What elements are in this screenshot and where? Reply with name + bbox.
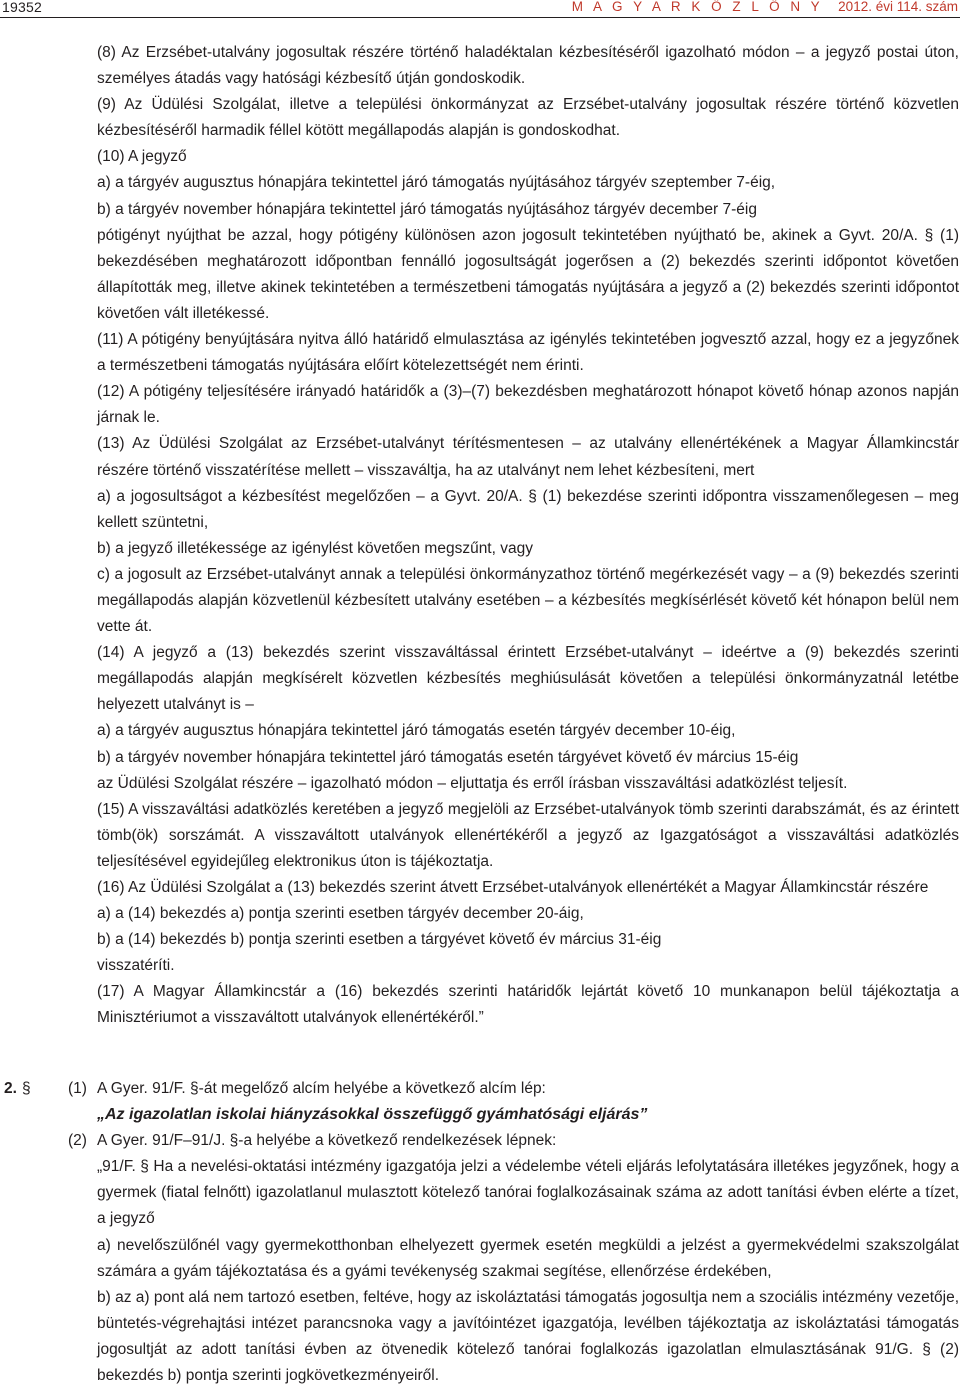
section-2 <box>0 1076 960 1389</box>
subsection-text: A Gyer. 91/F–91/J. §-a helyébe a következő rendelkezések lépnek: <box>97 1132 557 1150</box>
paragraph: (10) A jegyző <box>97 148 187 166</box>
quoted-provisions <box>97 1154 959 1389</box>
section-row <box>0 1102 960 1128</box>
section-sign: § <box>22 1080 31 1097</box>
issue-label: 2012. évi 114. szám <box>838 0 958 14</box>
paragraph: b) a jegyző illetékessége az igénylést követően megszűnt, vagy <box>97 539 533 557</box>
paragraph: az Üdülési Szolgálat részére – igazolható módon – eljuttatja és erről írásban visszaváltási adatközlést teljesít. <box>97 774 848 792</box>
section-row <box>0 1076 960 1102</box>
section-row <box>0 1128 960 1154</box>
paragraph: (12) A pótigény teljesítésére irányadó határidők a (3)–(7) bekezdésben meghatározott hónapot követő hónap azonos napján járnak le. <box>97 383 959 427</box>
header-rule <box>0 17 960 18</box>
paragraph: a) a (14) bekezdés a) pontja szerinti esetben tárgyév december 20-áig, <box>97 905 584 923</box>
paragraph: (16) Az Üdülési Szolgálat a (13) bekezdés szerint átvett Erzsébet-utalványok ellenértékét a Magyar Államkincstár részére <box>97 879 929 896</box>
paragraph: a) a jogosultságot a kézbesítést megelőzően – a Gyvt. 20/A. § (1) bekezdése szerinti időpontra visszamenőlegesen – meg kellett szüntetni, <box>97 487 959 531</box>
section-number: 2. <box>4 1080 17 1097</box>
paragraph: (15) A visszaváltási adatközlés keretében a jegyző megjelöli az Erzsébet-utalványok tömb szerinti darabszámát, és az érintett tömb(ök) sorszámát. A visszaváltott utalványok ellenértékéről a jegyző az Igazgatóságot a visszaváltási adatközlés teljesítésével egyidejűleg elektronikus úton is tájékoztatja. <box>97 800 959 870</box>
page-number: 19352 <box>2 0 42 15</box>
paragraph: b) a tárgyév november hónapjára tekintettel járó támogatás nyújtásához tárgyév december 7-éig <box>97 200 757 218</box>
paragraph: a) a tárgyév augusztus hónapjára tekintettel járó támogatás nyújtásához tárgyév szeptember 7-éig, <box>97 174 776 192</box>
paragraph: (8) Az Erzsébet-utalvány jogosultak részére történő haladéktalan kézbesítéséről igazolható módon – a jegyző postai úton, személyes átadás vagy hatósági kézbesítő útján gondoskodik. <box>97 44 959 88</box>
paragraph: a) a tárgyév augusztus hónapjára tekintettel járó támogatás esetén tárgyév december 10-éig, <box>97 722 736 740</box>
quote-paragraph: a) nevelőszülőnél vagy gyermekotthonban elhelyezett gyermek esetén megküldi a jelzést a gyermekvédelmi szakszolgálat számára a gyám tájékoztatása és a gyámi tevékenység szakmai segítése, ellenőrzése érdekében, <box>97 1236 959 1280</box>
page-header <box>0 0 960 14</box>
subsection-number: (1) <box>68 1080 87 1097</box>
subsection-text: A Gyer. 91/F. §-át megelőző alcím helyébe a következő alcím lép: <box>97 1080 546 1097</box>
journal-info <box>572 0 958 14</box>
paragraph: visszatéríti. <box>97 957 175 975</box>
quote-paragraph: „91/F. § Ha a nevelési-oktatási intézmény igazgatója jelzi a védelembe vételi eljárás lefolytatására illetékes jegyzőnek, hogy a gyermek (fiatal felnőtt) igazolatlanul mulasztott kötelező tanórai foglalkozásainak száma az adott tanítási évben elérte a tízet, a jegyző <box>97 1158 959 1228</box>
amendment-body <box>97 40 959 1032</box>
subtitle-heading: „Az igazolatlan iskolai hiányzásokkal összefüggő gyámhatósági eljárás” <box>97 1106 648 1124</box>
paragraph: pótigényt nyújthat be azzal, hogy pótigény különösen azon jogosult tekintetében nyújtható be, akinek a Gyvt. 20/A. § (1) bekezdésében meghatározott időpontban fennálló jogosultságát jogerősen a (2) bekezdés szerinti időpontot követően állapították meg, illetve akinek tekintetében a természetbeni támogatás nyújtására a jegyző a (2) bekezdés szerinti időpontot követően vált illetékessé. <box>97 226 959 322</box>
quote-paragraph: b) az a) pont alá nem tartozó esetben, feltéve, hogy az iskoláztatási támogatás jogosultja nem a szociális intézmény vezetője, büntetés-végrehajtási intézet parancsnoka vagy a javítóintézet igazgatója, levélben tájékoztatja az iskoláztatási támogatás jogosultját az adott tanítási évben az ötvenedik kötelező tanórai foglalkozás igazolatlan elmulasztásának 91/G. § (2) bekezdés b) pontja szerinti jogkövetkezményeiről. <box>97 1288 959 1385</box>
paragraph: b) a tárgyév november hónapjára tekintettel járó támogatás esetén tárgyévet követő év március 15-éig <box>97 748 799 766</box>
paragraph: (11) A pótigény benyújtására nyitva álló határidő elmulasztása az igénylés tekintetében jogvesztő azzal, hogy ez a jegyzőnek a természetbeni támogatás nyújtására előírt kötelezettségét nem érinti. <box>97 331 959 375</box>
paragraph: b) a (14) bekezdés b) pontja szerinti esetben a tárgyévet követő év március 31-éig <box>97 931 662 949</box>
subsection-number: (2) <box>68 1132 87 1150</box>
paragraph: (17) A Magyar Államkincstár a (16) bekezdés szerinti határidők lejártát követő 10 munkanapon belül tájékoztatja a Minisztériumot a visszaváltott utalványok ellenértékéről.” <box>97 983 959 1027</box>
paragraph: (14) A jegyző a (13) bekezdés szerint visszaváltással érintett Erzsébet-utalványt – ideértve a (9) bekezdés szerinti megállapodás alapján megkísérelt közvetlen kézbesítés meghiúsulását követően a települési önkormányzatnál letétbe helyezett utalványt is – <box>97 644 959 714</box>
journal-title: M A G Y A R K Ö Z L Ö N Y <box>571 0 824 14</box>
paragraph: c) a jogosult az Erzsébet-utalványt annak a települési önkormányzathoz történő megérkezését vagy – a (9) bekezdés szerinti megállapodás alapján közvetlenül kézbesített utalvány esetében – a kézbesítés megkísérlését követő két hónapon belül nem vette át. <box>97 565 959 636</box>
paragraph: (9) Az Üdülési Szolgálat, illetve a települési önkormányzat az Erzsébet-utalvány jogosultak részére történő közvetlen kézbesítéséről harmadik féllel kötött megállapodás alapján is gondoskodhat. <box>97 96 959 140</box>
paragraph: (13) Az Üdülési Szolgálat az Erzsébet-utalványt térítésmentesen – az utalvány ellenértékének a Magyar Államkincstár részére történő visszatérítése mellett – visszaváltja, ha az utalványt nem lehet kézbesíteni, mert <box>97 435 959 479</box>
